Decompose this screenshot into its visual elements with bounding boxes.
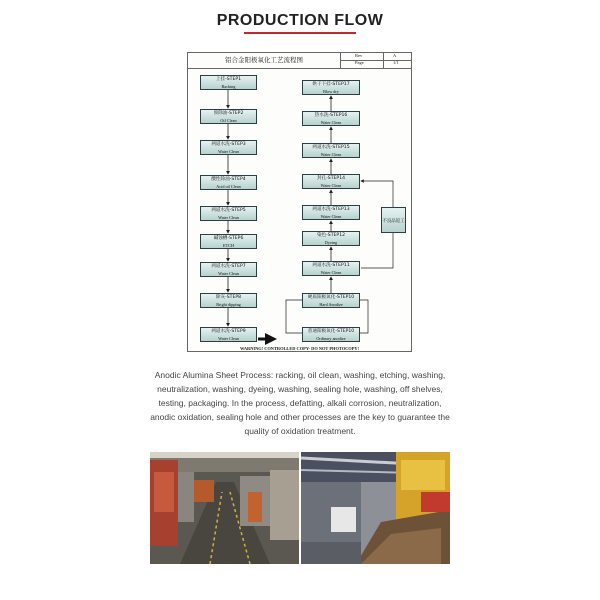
- flow-step: [302, 261, 360, 276]
- step-name: 除灰-STEP8: [215, 295, 242, 300]
- flow-step: [302, 80, 360, 95]
- hard-anodize-loop: [286, 300, 302, 333]
- step-english: Water Clean: [218, 270, 239, 276]
- step-english: Acid oil Clean: [216, 183, 241, 189]
- heading-underline: [244, 32, 356, 34]
- flow-step: [200, 262, 257, 277]
- step-name: 封孔-STEP14: [316, 176, 346, 181]
- ordinary-anodize-loop: [359, 300, 368, 333]
- flow-step: [302, 143, 360, 158]
- step-name: 酸性除油-STEP4: [211, 177, 246, 182]
- flow-step: [302, 174, 360, 189]
- flow-step: [302, 327, 360, 342]
- step-name: 硬质阳极氧化-STEP10: [307, 295, 355, 300]
- step-name: 碱蚀槽-STEP6: [213, 236, 244, 241]
- flow-step: [200, 206, 257, 221]
- workshop-corridor-photo: [150, 452, 299, 564]
- step-english: Ordinary anodize: [316, 335, 346, 341]
- flow-step: [200, 234, 257, 249]
- step-english: Dyeing: [324, 239, 338, 245]
- step-name: 两道水洗-STEP11: [312, 263, 350, 268]
- flow-step: [302, 231, 360, 246]
- step-english: Racking: [221, 83, 236, 89]
- step-english: Blow dry: [323, 88, 339, 94]
- sheet-title: 铝合金阳极氧化工艺流程图: [225, 56, 303, 64]
- step-english: Water Clean: [218, 214, 239, 220]
- step-english: Water Clean: [320, 213, 342, 219]
- step-name: 染色-STEP12: [316, 233, 346, 238]
- step-name: 热水洗-STEP16: [314, 113, 348, 118]
- process-description: Anodic Alumina Sheet Process: racking, oil clean, washing, etching, washing, neutralization, washing, dyeing, washing, sealing hole, washing, off shelves, testing, packaging. In the process, defatting, alkali corrosion, neutralization, anodic oxidation, sealing hole and other processes are the key to guarantee the quality of oxidation treatment.: [150, 370, 450, 436]
- anodizing-line-photo: [301, 452, 450, 564]
- step-name: 预除油-STEP2: [213, 111, 244, 116]
- step-english: Water Clean: [320, 182, 342, 188]
- step-english: ETCH: [223, 242, 234, 248]
- flow-step: [302, 293, 360, 308]
- page-value: 1/1: [393, 60, 399, 65]
- flow-step: [302, 111, 360, 126]
- flow-step: [302, 205, 360, 220]
- step-name: 两道水洗-STEP9: [211, 329, 246, 334]
- step-name: 两道水洗-STEP5: [211, 208, 246, 213]
- rework-loop-top: [361, 181, 393, 207]
- step-english: Water Clean: [320, 269, 342, 275]
- flow-step: [200, 109, 257, 124]
- flow-step: [200, 293, 257, 308]
- rework-loop-bottom: [361, 233, 393, 268]
- step-english: Water Clean: [218, 148, 239, 154]
- flow-step: [200, 140, 257, 155]
- step-english: Oil Clean: [220, 117, 237, 123]
- rev-value: A: [393, 53, 397, 58]
- flow-step: [200, 327, 257, 342]
- rev-label: Rev: [355, 53, 363, 58]
- step-name: 两道水洗-STEP13: [312, 207, 350, 212]
- page-heading: PRODUCTION FLOW: [216, 12, 384, 29]
- step-english: Hard Anodize: [319, 301, 343, 307]
- flow-step: [200, 175, 257, 190]
- flow-step: [200, 75, 257, 90]
- step-english: Water Clean: [218, 335, 239, 341]
- step-english: Water Clean: [320, 119, 342, 125]
- step-name: 两道水洗-STEP7: [211, 264, 246, 269]
- step-english: Bright dipping: [216, 301, 241, 307]
- step-english: Water Clean: [320, 151, 342, 157]
- step-name: 两道水洗-STEP15: [312, 145, 350, 150]
- page-label: Page: [355, 60, 364, 65]
- step-name: 上挂-STEP1: [215, 77, 242, 82]
- step-name: 两道水洗-STEP3: [211, 142, 246, 147]
- rework-box: 不良品返工: [381, 207, 406, 233]
- process-flow-sheet: [187, 52, 412, 352]
- warning-line: WARNING! CONTROLLED COPY- DO NOT PHOTOCOPY!: [239, 346, 360, 351]
- step-name: 烘干下挂-STEP17: [312, 82, 350, 87]
- step-name: 普通阳极氧化-STEP10: [307, 329, 355, 334]
